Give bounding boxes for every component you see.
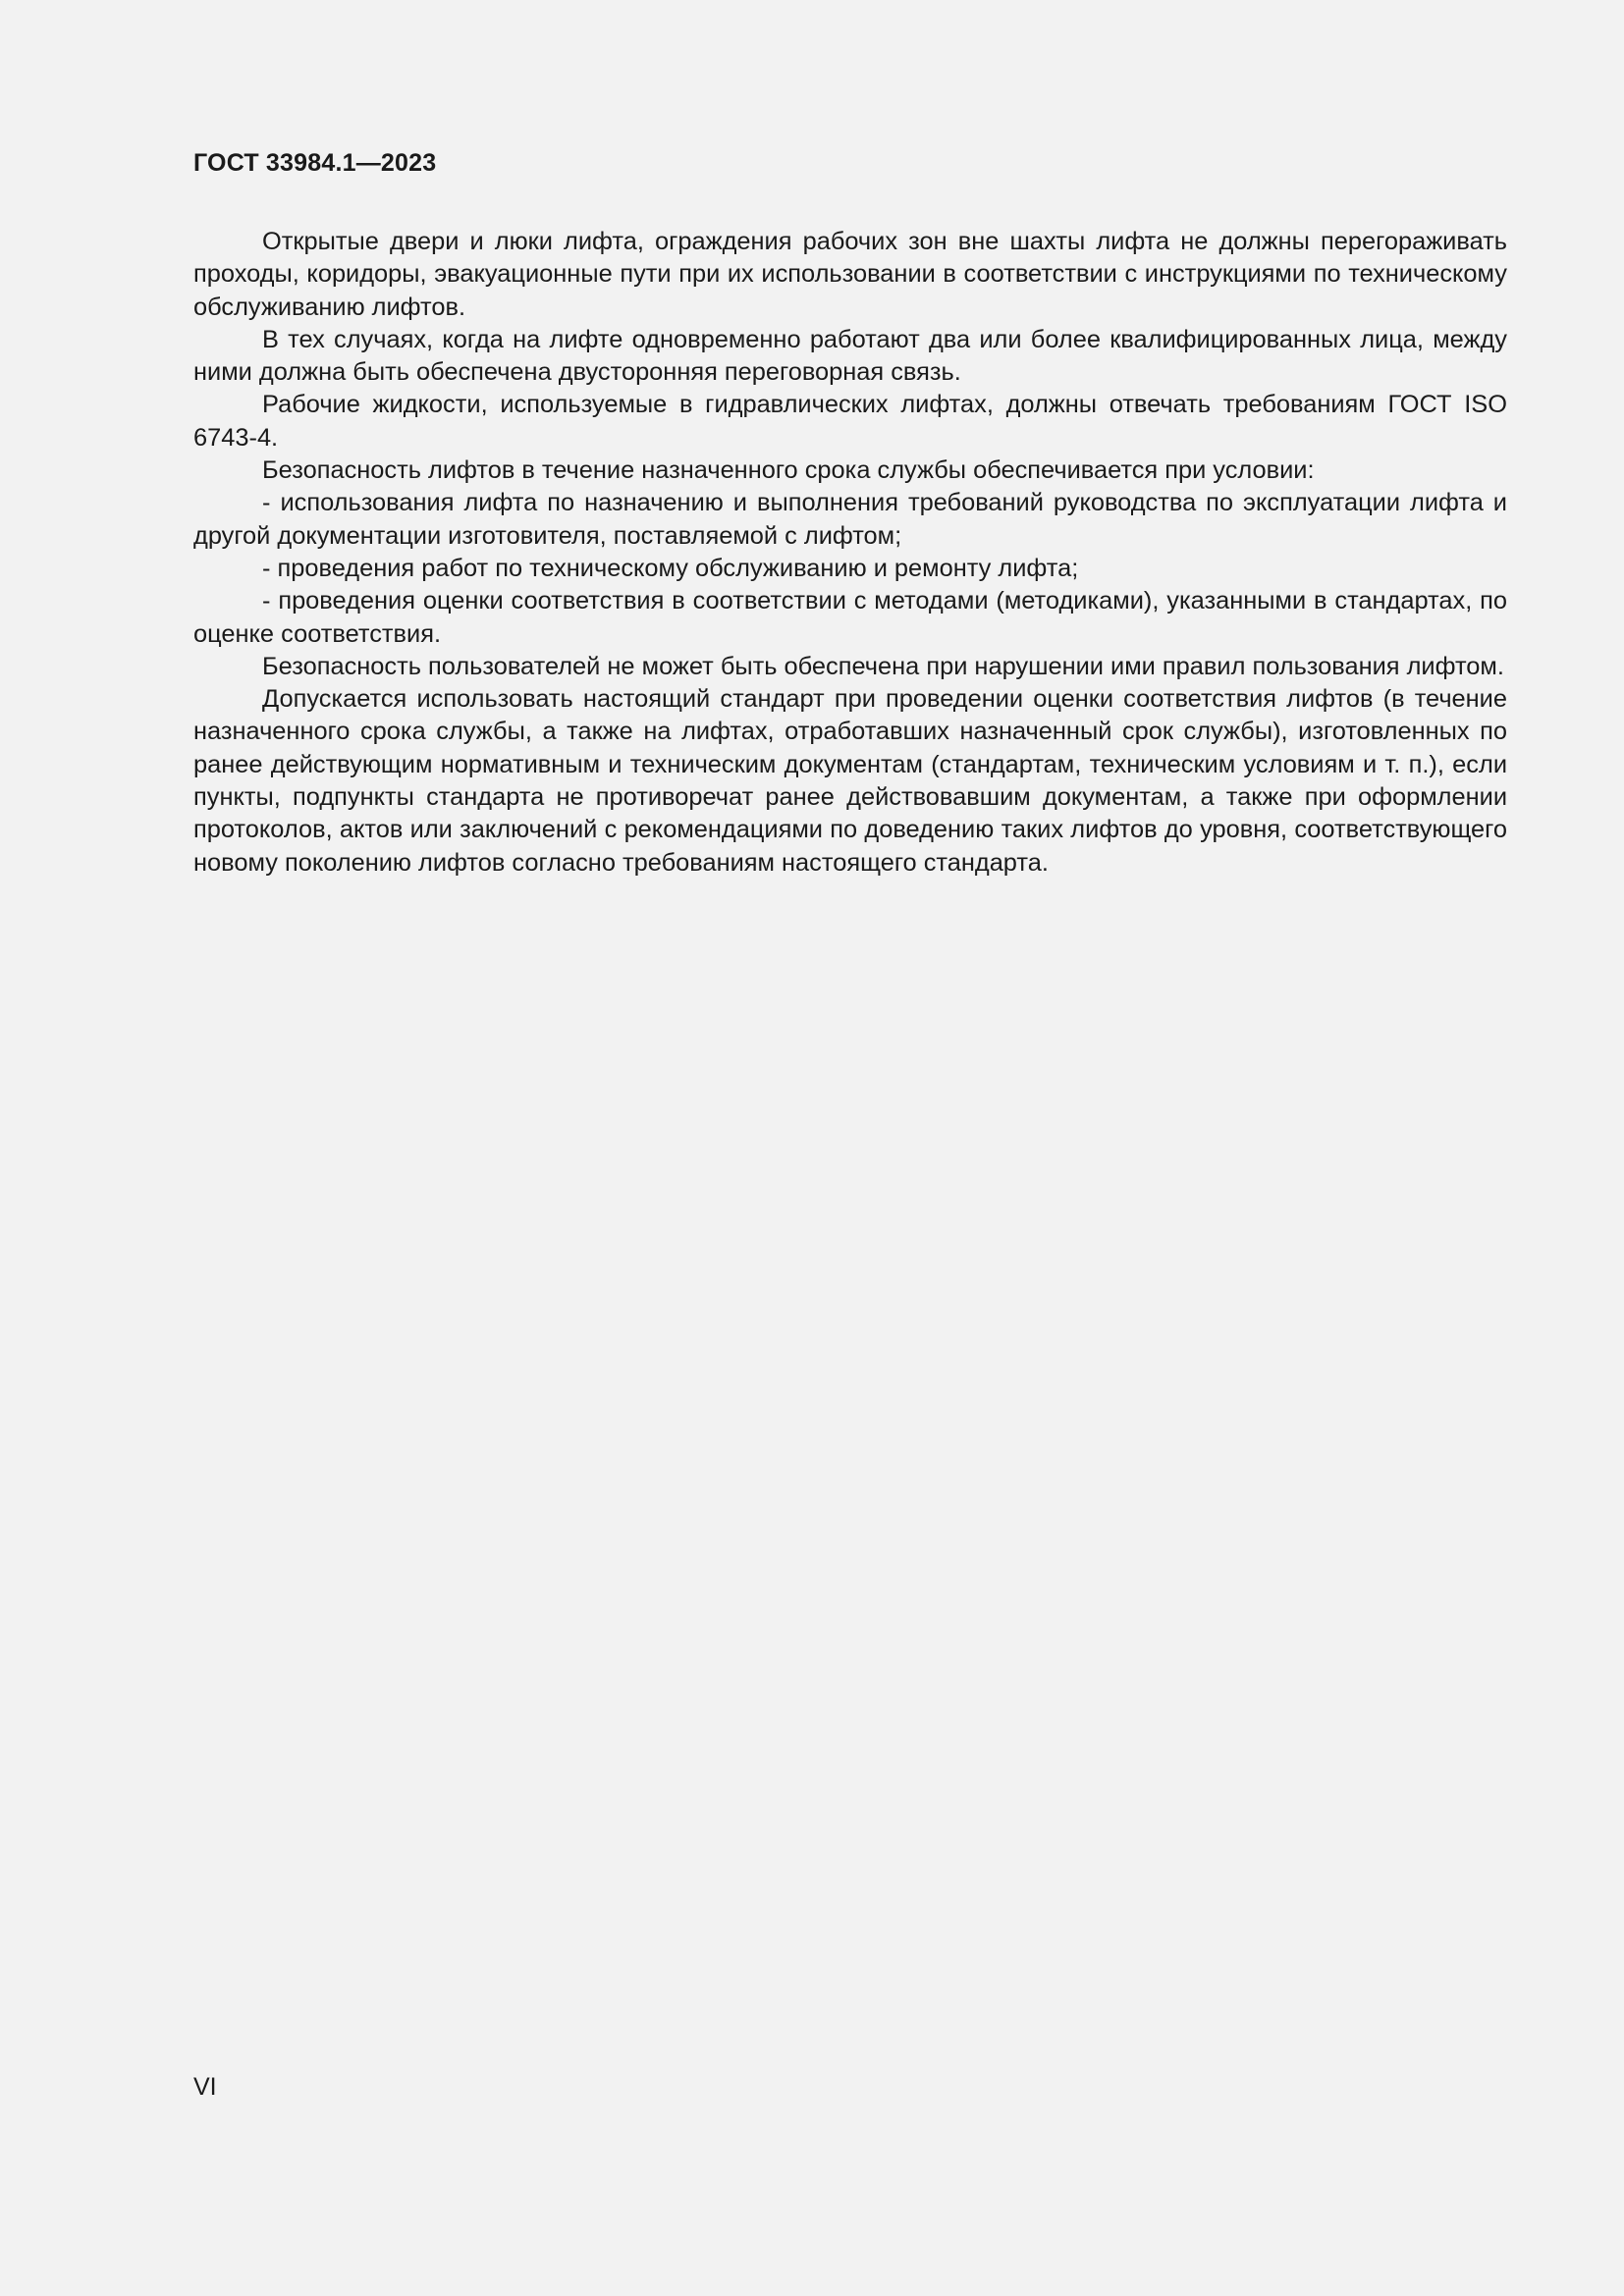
paragraph-user-safety: Безопасность пользователей не может быть обеспечена при нарушении ими правил пользования лифтом. bbox=[262, 652, 1504, 680]
list-item-conformity: - проведения оценки соответствия в соответствии с методами (методиками), указанными в стандартах, по оценке соответствия. bbox=[193, 587, 1507, 648]
paragraph-doors-hatches: Открытые двери и люки лифта, ограждения рабочих зон вне шахты лифта не должны перегораживать проходы, коридоры, эвакуационные пути при их использовании в соответствии с инструкциями по техническому обслуживанию лифтов. bbox=[193, 228, 1507, 321]
document-body bbox=[193, 226, 1507, 880]
list-item-intended-use: - использования лифта по назначению и выполнения требований руководства по эксплуатации лифта и другой документации изготовителя, поставляемой с лифтом; bbox=[193, 489, 1507, 550]
list-item-maintenance: - проведения работ по техническому обслуживанию и ремонту лифта; bbox=[262, 554, 1079, 582]
paragraph-safety-conditions: Безопасность лифтов в течение назначенного срока службы обеспечивается при условии: bbox=[262, 456, 1315, 485]
document-header: ГОСТ 33984.1—2023 bbox=[193, 149, 437, 177]
paragraph-application-scope: Допускается использовать настоящий стандарт при проведении оценки соответствия лифтов (в течение назначенного срока службы, а также на лифтах, отработавших назначенный срок службы), изготовленных по ранее действующим нормативным и техническим документам (стандартам, техническим условиям и т. п.), если пункты, подпункты стандарта не противоречат ранее действовавшим документам, а также при оформлении протоколов, актов или заключений с рекомендациями по доведению таких лифтов до уровня, соответствующего новому поколению лифтов согласно требованиям настоящего стандарта. bbox=[193, 685, 1507, 877]
paragraph-communication: В тех случаях, когда на лифте одновременно работают два или более квалифицированных лица, между ними должна быть обеспечена двусторонняя переговорная связь. bbox=[193, 325, 1507, 387]
paragraph-hydraulic-fluids: Рабочие жидкости, используемые в гидравлических лифтах, должны отвечать требованиям ГОСТ ISO 6743-4. bbox=[193, 391, 1507, 452]
page-number: VI bbox=[193, 2073, 217, 2101]
